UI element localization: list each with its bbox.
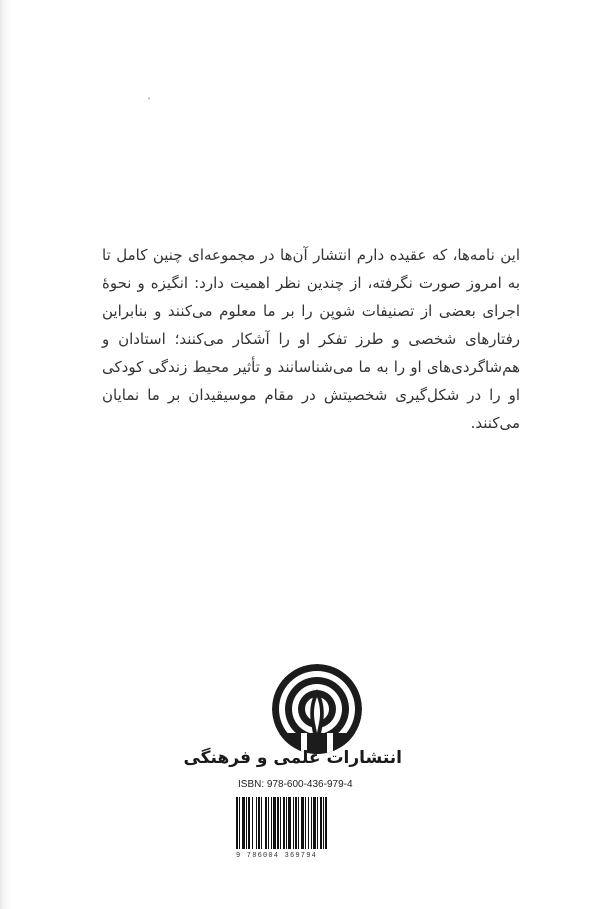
body-paragraph: این نامه‌ها، که عقیده دارم انتشار آن‌ها در مجموعه‌ای چنین کامل تا به امروز صورت نگرفته، از چندین نظر اهمیت دارد: انگیزه و نحوهٔ اجرای بعضی از تصنیفات شوپن را بر ما معلوم می‌کنند و بنابراین رفتارهای شخصی و طرز تفکر او را آشکار می‌کنند؛ استادان و هم‌شاگردی‌های او را به ما می‌شناسانند و تأثیر محیط زندگی کودکی او را در شکل‌گیری شخصیتش در مقام موسیقیدان بر ما نمایان می‌کنند. [102,246,520,432]
isbn-label: ISBN: 978-600-436-979-4 [238,779,353,790]
barcode-icon [232,795,382,851]
barcode-digits: 9 786004 369794 [236,852,318,860]
paper-speck [148,97,150,100]
publisher-name: انتشارات علمی و فرهنگی [183,748,402,768]
body-text-block [102,241,520,437]
publisher-logo-icon [271,663,363,755]
